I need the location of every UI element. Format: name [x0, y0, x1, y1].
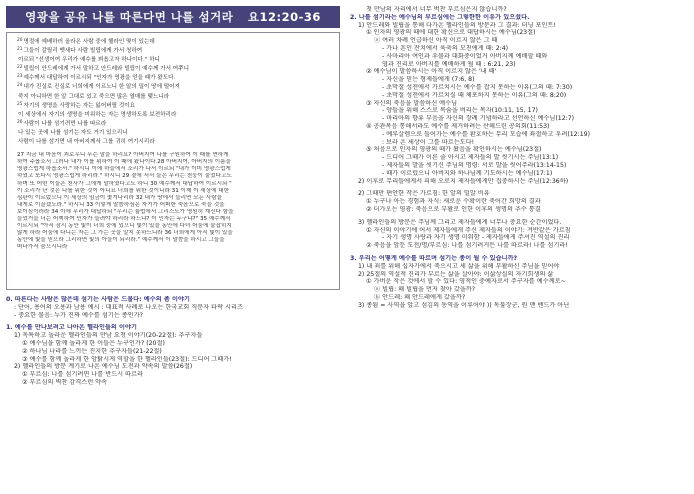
- outline-item: - 예루살렘으로 들어가는 예수를 환호하는 무리 모습에 좌절하고 우려(12:19): [382, 130, 590, 138]
- outline-item: 1) 안드레와 빌립을 통해 다가온 헬라인들의 방문과 그 결과: 터닝 포인트!: [358, 21, 556, 29]
- scripture-line: [17, 73, 333, 82]
- scripture-line: 동안에 빛을 믿으라 그리하면 빛의 아들이 되리라." 예수께서 이 말씀을 하시고 그들을: [17, 237, 225, 244]
- right-column: [350, 6, 690, 490]
- scripture-reference: 요12:20-36: [247, 10, 321, 24]
- outline-item: 3) 헬라인들의 방문은 주님께 그리고 제자들에게 너무나 중요한 순간이었다.: [358, 218, 562, 226]
- scripture-line: [17, 119, 333, 128]
- outline-item: ① 누구나 아는 경험과 자식: 새로운 수확이란 죽어간 희망의 결과: [366, 198, 541, 206]
- verse-text: 죽지 아니하면 한 알 그대로 있고 죽으면 많은 열매를 맺느니라: [18, 93, 170, 100]
- verse-text: 사람이 나를 섬기려면 나를 따르라: [23, 120, 107, 127]
- verse-number: 26: [17, 119, 23, 125]
- outline-item: - 때가 이르렀으니 아버지와 하나님께 기도하시는 예수님(17:1): [382, 169, 553, 177]
- scripture-line: 않게 하라 어둠에 다니는 자는 그 가는 곳을 알지 못하느니라 36 너희에게 아직 빛이 있을: [17, 230, 233, 237]
- outline-item: 3) 종됨 = 사역을 앞고 섬김의 동역을 이루어야 )) 독불장군, 원 맨 밴드가 아닌: [358, 301, 570, 309]
- outline-item: 첫 만남의 자리에서 너무 벅찬 부르심은지 않습니까?: [366, 6, 507, 13]
- scripture-line: 하였고 또다시 영광스럽게 하리라." 하시니 29 곁에 서서 들은 무리는 천둥이 울었다고도: [17, 173, 232, 180]
- outline-heading: 3. 우리는 어떻게 예수를 따르며 섬기는 종이 될 수 있습니까?: [350, 254, 518, 262]
- sermon-title: 영광을 공유 나를 따른다면 나를 섬거라: [25, 10, 234, 24]
- outline-item: - 가나 혼인 잔치에서 육축의 모친에게 때: 2:4): [382, 44, 509, 52]
- outline-item: 1) 독특하고 놀라운 헬라인들의 만남 요청 이야기(20-22절): 추구자들: [14, 332, 203, 340]
- scripture-line: [17, 55, 333, 64]
- outline-item: ⓐ 여러 차례 언급하신 아직 이르지 않은 그 때: [374, 37, 498, 45]
- outline-item: ④ 공관복음 통해서라도 예수를 제거하려는 산헤드린 공의회(11:53): [366, 122, 550, 130]
- scripture-line: [17, 128, 333, 137]
- scripture-line: [17, 137, 333, 146]
- scripture-line: [17, 101, 333, 110]
- outline-item: - 제자들의 발을 씻기신 주님의 명령: 서로 발을 씻어주라(13:14-15): [382, 161, 567, 169]
- verse-number: 22: [17, 65, 23, 71]
- scripture-line: 보이심이러라 34 이에 무리가 대답하되 "우리는 율법에서 그리스도가 영원히 계신다 함을: [17, 208, 234, 215]
- title-bar: [6, 6, 340, 28]
- outline-item: ③ 자신의 죽음을 말씀하신 예수님: [366, 99, 458, 107]
- scripture-line: [17, 46, 333, 55]
- outline-item: ① 부르심: 나를 섬기려면 나를 반드시 따르라: [22, 371, 144, 379]
- scripture-box: [6, 32, 340, 290]
- outline-item: : 단어, 용어의 오용과 남용 예시 : 대표적 사례로 나오는 한국교회 직분자 타락 시리즈: [14, 303, 243, 311]
- outline-left: [6, 296, 340, 387]
- outline-item: 2) 25절의 역설적 진리가 부르는 삶을 살아야: 이삶상실의 자기희생의 삶: [358, 270, 554, 278]
- scripture-line: 하며 또 어떤 이들은 천사가 그에게 말하였다고도 하니 30 예수께서 대답하여 이르시되 ": [17, 180, 232, 187]
- scripture-line: 27 지금 내 마음이 괴로우니 무슨 말을 하리요? 아버지여 나를 구원하여 이 때를 면하게: [17, 152, 229, 159]
- outline-item: 영과 진리로 아버지를 예배하게 될 때 : 6:21, 23): [382, 60, 516, 68]
- outline-item: ② 더가오는 영광: 죽음으로 부활로 인한 이후의 생명의 추수 통결: [366, 205, 541, 213]
- outline-item: - 자신을 믿는 형제들에게 (7:6, 8): [382, 76, 475, 84]
- outline-item: - 중요한 물음: 누가 진짜 예수를 섬기는 종인가?: [14, 311, 143, 319]
- verse-text: 예수께서 대답하여 이르시되 "인자가 영광을 얻을 때가 왔도다.: [23, 75, 176, 82]
- outline-item: - 자기 생명 사랑과 자기 생명 미워함 - 제자들에게 주셔진 역설의 진리: [382, 234, 570, 242]
- verse-text: 나 있는 곳에 나를 섬기는 자도 거기 있으리니: [18, 129, 128, 136]
- verse-text: 사람이 나를 섬기면 내 아버지께서 그를 귀히 여기시리라: [18, 139, 155, 146]
- outline-item: - 드디어 그때가 이른 줄 아시고 제자들의 발 씻기시는 주님(13:1): [382, 154, 559, 162]
- verse-text: 이르되 "선생이여 우리가 예수를 뵈옵고자 하나이다." 하니: [18, 57, 160, 64]
- outline-item: - 마리아의 향유 부음을 자신의 장례 기념하라고 선언하신 예수님(12:7): [382, 115, 575, 123]
- outline-item: ② 부르심의 벽찬 감격스런 약속: [22, 378, 108, 386]
- scripture-line: [17, 110, 333, 119]
- outline-item: ③ 예수를 함께 놀라게 한 암탉시게 역할을 한 헬라인들(23절): 드디어 그때가!: [22, 355, 232, 363]
- outline-heading: 2. 나를 섬기라는 예수님의 부르심에는 그렇한한 이유가 있으셨다.: [350, 13, 530, 21]
- outline-item: - 양들을 위해 스스로 목숨을 버리는 목자(10:11, 15, 17): [382, 107, 538, 115]
- verse-text: 자기의 생명을 사랑하는 자는 잃어버릴 것이요: [23, 102, 136, 109]
- left-column: [6, 6, 340, 490]
- outline-item: - 초막절 성전에서 가르치실 때 체포하지 못하는 이유(그의 때: 8:20): [382, 91, 567, 99]
- outline-right: [350, 6, 690, 309]
- outline-item: ② 예수님이 말씀하시는 아직 이르지 않은 '내 때': [366, 68, 497, 76]
- outline-item: 2) 헬라인들의 방문 계기로 나온 예수님 도전과 약속의 말씀(26절): [14, 363, 193, 371]
- scripture-line: 심판이 이르렀으니 이 세상의 임금이 쫓겨나리라 32 내가 땅에서 들리면 모든 사람을: [17, 194, 222, 201]
- scripture-verses: [17, 37, 333, 146]
- outline-item: ① 예수님을 함께 놀라게 한 이들은 누구인가? (20절): [22, 339, 165, 347]
- outline-item: ⑤ 처음으로 인자의 영광의 때가 왔음을 확인하시는 예수님(23절): [366, 146, 542, 154]
- scripture-line: 이르시되 "아직 잠시 동안 빛이 너희 중에 있으니 빛이 있을 동안에 다녀 어둠에 붙잡히지: [17, 223, 232, 230]
- verse-text: 이 세상에서 자기의 생명을 미워하는 자는 영생하도록 보전하리라: [18, 111, 177, 118]
- scripture-line: [17, 37, 333, 46]
- scripture-line: [17, 92, 333, 101]
- scripture-line: [17, 82, 333, 91]
- verse-text: 그들이 갈릴리 벳새다 사람 빌립에게 가서 청하여: [23, 48, 143, 55]
- outline-item: : 보라 온 세상이 그를 따르는도다!: [382, 138, 475, 146]
- verse-number: 23: [17, 74, 23, 80]
- outline-item: ② 하나님 나라를 느끼는 진지한 추구자들(21-22절): [22, 347, 162, 355]
- outline-item: - 초막절 성전에서 가르치시는 예수를 잡지 못하는 이유(그의 때: 7:30): [382, 83, 573, 91]
- outline-item: ⓐ 빌립: 왜 빌립을 먼저 찾아 갔을까?: [374, 286, 476, 294]
- outline-item: ⓑ 안드레: 왜 안드레에게 갔을까?: [374, 293, 466, 301]
- outline-item: 1) 내 죄를 위해 십자가에서 죽으시고 세 삶을 위해 부활하신 주님을 믿어야: [358, 262, 560, 270]
- scripture-line: 영광스럽게 하옵소서." 하시니 이에 하늘에서 소리가 나서 이르되 "내가 이미 영광스럽게: [17, 166, 231, 173]
- scripture-line: 떠나가서 숨으시니라: [17, 244, 68, 251]
- scripture-line: 내게로 이끌겠노라." 하시니 33 이렇게 말씀하심은 자기가 어떠한 죽음으로 죽을 것을: [17, 201, 225, 208]
- verse-text: 빌립이 안드레에게 가서 말하고 안드레와 빌립이 예수께 가서 여쭈니: [23, 66, 189, 73]
- outline-item: ① 인자의 영광의 때에 대한 확신으로 대답하시는 예수님(23절): [366, 29, 536, 37]
- scripture-paragraph: [17, 152, 333, 251]
- scripture-line: 하여 주옵소서 그러나 내가 이를 위하여 이 때에 왔나이다 28 아버지여, 아버지의 이름을: [17, 159, 231, 166]
- scripture-line: 이 소리가 난 것은 나를 위한 것이 아니요 너희를 위한 것이니라 31 이제 이 세상에 대한: [17, 187, 230, 194]
- scripture-line: 들었거늘 너는 어찌하여 인자가 들려야 하리라 하느냐? 이 인자는 누구냐?" 35 예수께서: [17, 215, 231, 222]
- scripture-line: [17, 64, 333, 73]
- outline-item: ② 죽음을 앞둔 도전/명/부르심: 나를 섬기려거든 나를 따르라! 나를 섬기라!: [366, 242, 568, 250]
- outline-heading: 1. 예수를 만나보려고 나아온 헬라인들의 이야기: [6, 324, 137, 332]
- outline-heading: 0. 따른다는 사람은 많은데 섬기는 사람은 드물다: 예수의 좀 이야기: [6, 296, 190, 303]
- verse-number: 20: [17, 38, 23, 43]
- verse-number: 24: [17, 83, 23, 89]
- outline-item: 2) 그때만 편안한 작은 가르침: 한 알의 밀알 비유: [358, 190, 490, 198]
- outline-item: ① 가버운 작은 것에서 할 수 있다: 영적인 중예자로서 주구자를 예수께로~: [366, 278, 566, 286]
- outline-item: - 사마리아 여인과 우물과 대화중이었거 아버지께 예배할 때와: [382, 52, 548, 60]
- verse-text: 명절에 예배하러 올라온 사람 중에 헬라인 몇이 있는데: [23, 39, 155, 45]
- verse-number: 25: [17, 101, 23, 107]
- outline-item: ① 자신의 이야기에 어서 제자들에게 주신 제자들의 이야기: 겨반같은 가르침: [366, 226, 571, 234]
- verse-number: 21: [17, 47, 23, 53]
- outline-item: 2) 이후로 무리들에게서 피해 오로지 제자들에게만 집중하시는 주님(12:36하): [358, 177, 569, 185]
- verse-text: 내가 진실로 진실로 너희에게 이르노니 한 알의 밀이 땅에 떨어져: [23, 84, 180, 91]
